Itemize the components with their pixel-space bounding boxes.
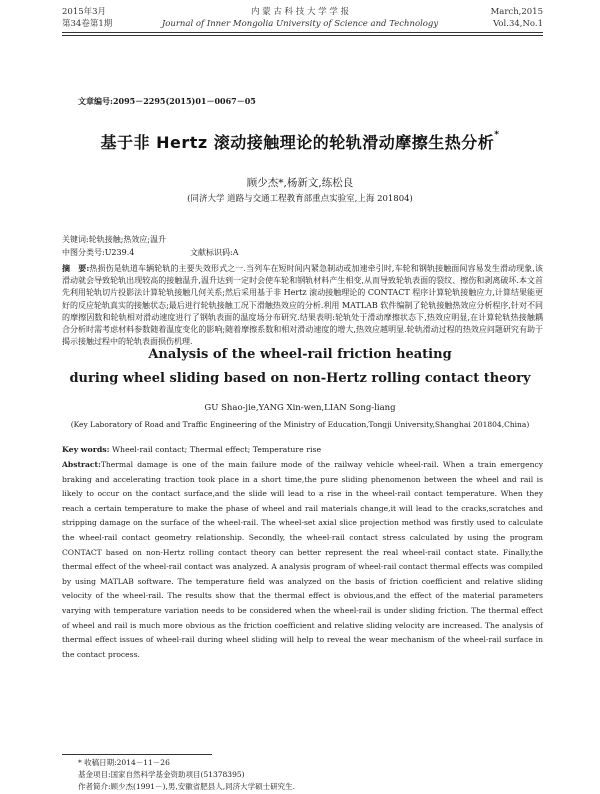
abstract-cn-text: 热损伤是轨道车辆轮轨的主要失效形式之一.当列车在短时间内紧急制动或加速牵引时,车轮和钢轨接触面间容易发生滑动现象,该滑动就会导致轮轨出现较高的接触温升,温升达到一定时会使车轮和钢轨材料产生相变,从而导致轮轨表面的裂纹、擦伤和剥离破坏.本文首先利用轮轨切片投影法计算轮轨接触几何关系;然后采用基于非 Hertz 滚动接触理论的 CONTACT 程序计算轮轨接触应力,计算结果能更好的反应轮轨真实的接触状态;最后进行轮轨接触工况下滑触热效应的分析.利用 MATLAB 软件编制了轮轨接触热效应分析程序,针对不同的摩擦因数和轮轨相对滑动速度进行了钢轨表面的温度场分布研究.结果表明:轮轨处于滑动摩擦状态下,热效应明显,在计算轮轨热接触耦合分析时需考虑材料参数随着温度变化的影响;随着摩擦系数和相对滑动速度的增大,热效应越明显.轮轨滑动过程的热效应问题研究有助于揭示接触过程中的轮轨表面损伤机理.: [62, 264, 544, 347]
affiliation-en: (Key Laboratory of Road and Traffic Engineering of the Ministry of Education,Tongji University,Shanghai 201804,China): [70, 420, 530, 429]
document-code: 文献标识码:A: [190, 248, 239, 257]
title-cn-block: [0, 130, 600, 153]
abstract-en-label: Abstract:: [62, 460, 101, 469]
header-rule-top: [62, 32, 543, 33]
classification-code: 中图分类号:U239.4: [62, 248, 135, 257]
title-en-line2: during wheel sliding based on non-Hertz rolling contact theory: [69, 371, 531, 386]
abstract-en: [62, 458, 543, 662]
header-volume-cn: 第34卷第1期: [62, 19, 113, 29]
affiliation-cn: (同济大学 道路与交通工程教育部重点实验室,上海 201804): [187, 194, 413, 204]
footnote-author: 作者简介:顾少杰(1991－),男,安徽省肥县人,同济大学硕士研究生.: [78, 782, 296, 791]
title-cn: 基于非 Hertz 滚动接触理论的轮轨滑动摩擦生热分析: [100, 133, 495, 152]
header-volume-en: Vol.34,No.1: [493, 19, 543, 29]
authors-cn: 顾少杰*,杨新文,练松良: [246, 177, 354, 189]
title-footnote-mark: *: [494, 130, 500, 140]
header-journal-en: Journal of Inner Mongolia University of Science and Technology: [161, 19, 439, 29]
abstract-cn: [62, 262, 543, 348]
title-en-line1: Analysis of the wheel-rail friction heating: [148, 347, 452, 362]
keywords-en: [62, 445, 321, 454]
keywords-en-label: Key words:: [62, 445, 110, 454]
header-rule-bottom: [62, 35, 543, 36]
abstract-en-text: Thermal damage is one of the main failure mode of the railway vehicle wheel-rail. When a train emergency braking and accelerating traction took place in a short time,the pure sliding phenomenon between the wheel and rail is likely to occur on the contact surface,and the slide will lead to a rise in the wheel-rail contact temperature. When they reach a certain temperature to make the phase of wheel and rail materials change,it will lead to the cracks,scratches and stripping damage on the surface of the wheel-rail. The wheel-set axial slice projection method was firstly used to calculate the wheel-rail contact geometry relationship. Secondly, the wheel-rail contact stress calculated by using the program CONTACT based on non-Hertz rolling contact theory can better represent the real wheel-rail contact state. Finally,the thermal effect of the wheel-rail contact was analyzed. A analysis program of wheel-rail contact thermal effects was compiled by using MATLAB software. The temperature field was analyzed on the basis of friction coefficient and relative sliding velocity of the wheel-rail. The results show that the thermal effect is obvious,and the effect of the material parameters varying with temperature variation needs to be considered when the wheel-rail is under sliding friction. The thermal effect of wheel and rail is much more obvious as the friction coefficient and relative sliding velocity are increased. The analysis of thermal effect issues of wheel-rail during wheel sliding will help to reveal the wear mechanism of the wheel-rail surface in the contact process.: [62, 460, 543, 659]
abstract-cn-label: 摘 要:: [62, 263, 90, 273]
footnote-rule: [62, 754, 212, 755]
footnote-fund: 基金项目:国家自然科学基金资助项目(51378395): [78, 770, 245, 779]
header-journal-cn: 内 蒙 古 科 技 大 学 学 报: [250, 7, 350, 17]
authors-en: GU Shao-jie,YANG Xin-wen,LIAN Song-liang: [204, 403, 396, 413]
keywords-en-text: Wheel-rail contact; Thermal effect; Temperature rise: [112, 445, 322, 454]
article-number: 文章编号:2095－2295(2015)01－0067－05: [78, 96, 256, 106]
header-date-cn: 2015年3月: [62, 7, 107, 17]
footnote-received: * 收稿日期:2014－11－26: [78, 758, 170, 767]
header-date-en: March,2015: [490, 7, 543, 17]
keywords-cn: 关键词:轮轨接触;热效应;温升: [62, 235, 167, 244]
